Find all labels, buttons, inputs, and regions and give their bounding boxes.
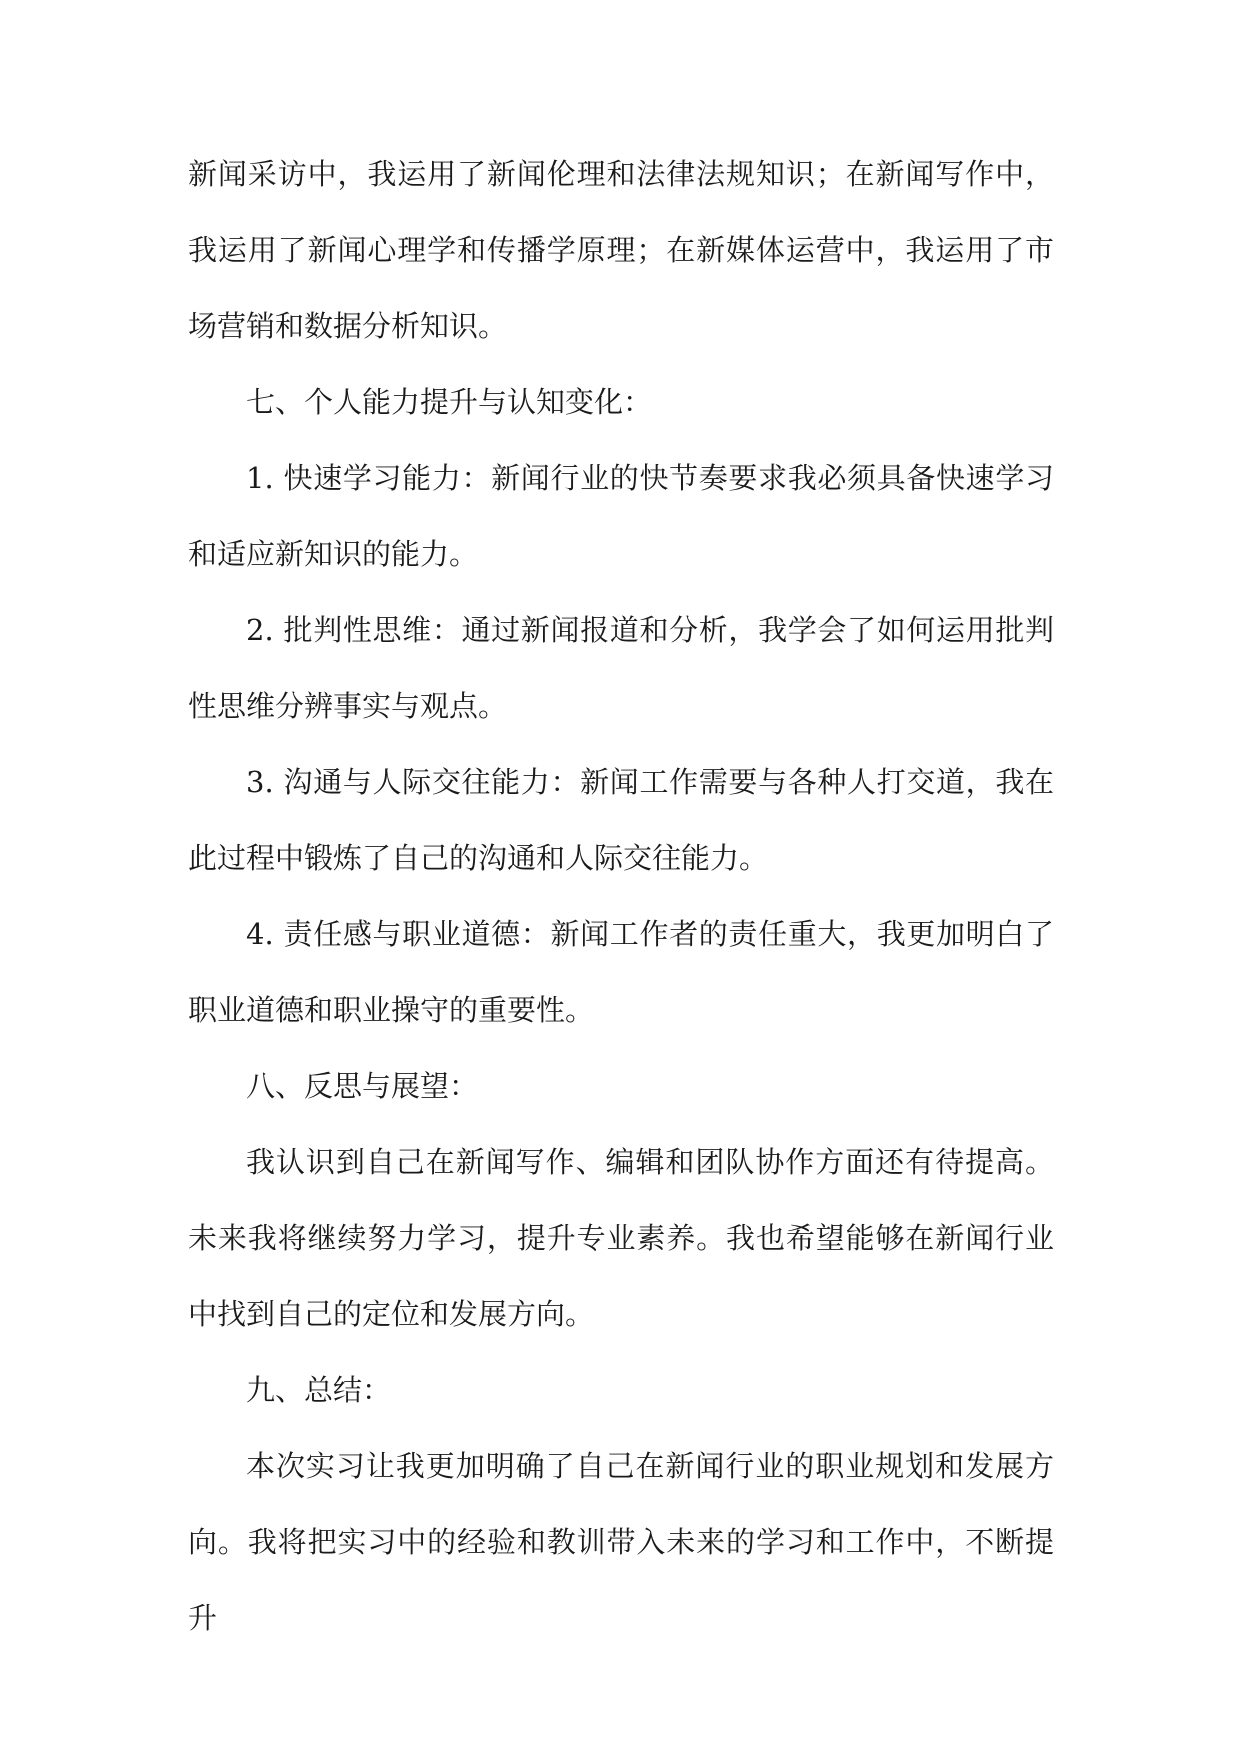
list-item-2: 2. 批判性思维：通过新闻报道和分析，我学会了如何运用批判性思维分辨事实与观点。 bbox=[188, 613, 1054, 723]
section-heading-7: 七、个人能力提升与认知变化： bbox=[246, 385, 653, 419]
section-heading-8: 八、反思与展望： bbox=[246, 1069, 479, 1103]
section-heading-9: 九、总结： bbox=[246, 1373, 392, 1407]
document-body bbox=[188, 136, 1054, 1656]
list-item-1: 1. 快速学习能力：新闻行业的快节奏要求我必须具备快速学习和适应新知识的能力。 bbox=[188, 461, 1054, 571]
paragraph-summary: 本次实习让我更加明确了自己在新闻行业的职业规划和发展方向。我将把实习中的经验和教训带入未来的学习和工作中，不断提升 bbox=[188, 1449, 1054, 1635]
paragraph-continuation: 新闻采访中，我运用了新闻伦理和法律法规知识；在新闻写作中，我运用了新闻心理学和传播学原理；在新媒体运营中，我运用了市场营销和数据分析知识。 bbox=[188, 157, 1054, 343]
list-item-3: 3. 沟通与人际交往能力：新闻工作需要与各种人打交道，我在此过程中锻炼了自己的沟通和人际交往能力。 bbox=[188, 765, 1054, 875]
list-item-4: 4. 责任感与职业道德：新闻工作者的责任重大，我更加明白了职业道德和职业操守的重要性。 bbox=[188, 917, 1054, 1027]
paragraph-reflection: 我认识到自己在新闻写作、编辑和团队协作方面还有待提高。未来我将继续努力学习，提升专业素养。我也希望能够在新闻行业中找到自己的定位和发展方向。 bbox=[188, 1145, 1054, 1331]
